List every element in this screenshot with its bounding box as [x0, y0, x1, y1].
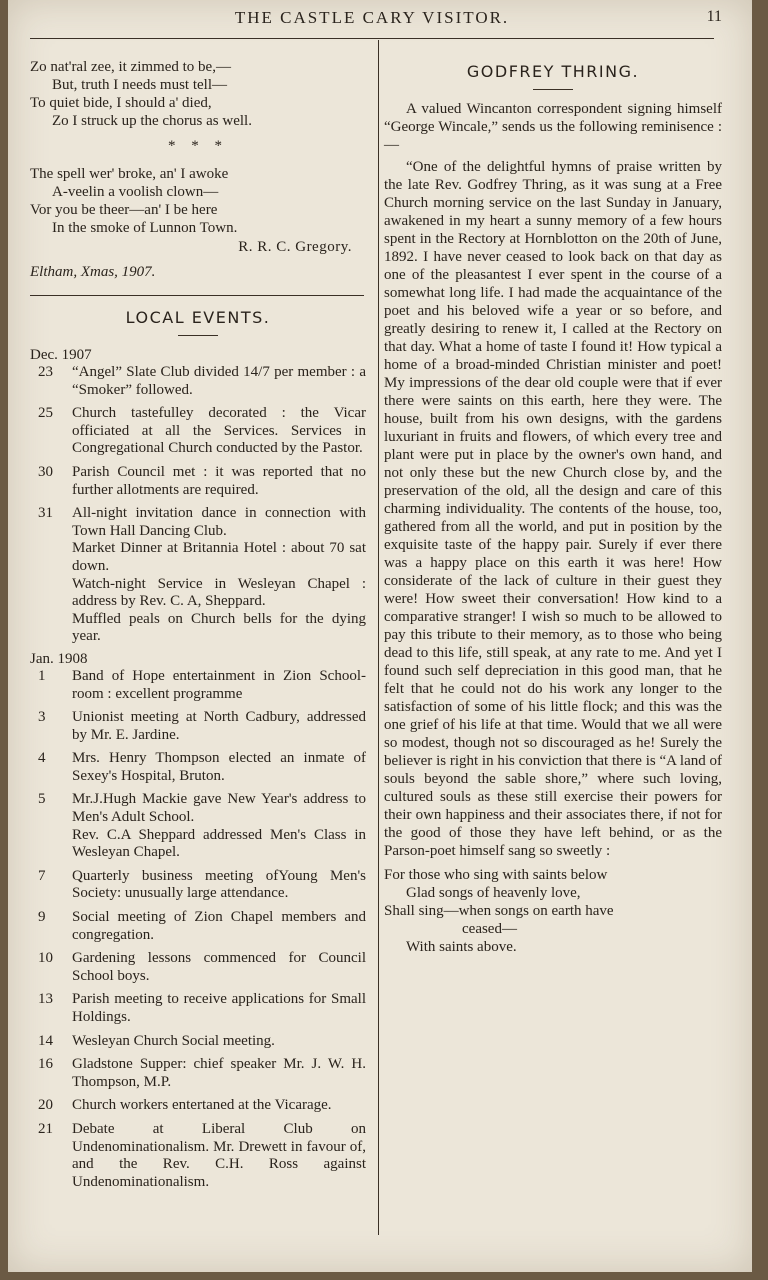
- poem-signature: R. R. C. Gregory.: [238, 239, 352, 255]
- event-day: 7: [38, 867, 46, 884]
- hymn-line: With saints above.: [406, 939, 517, 955]
- event-day: 9: [38, 909, 46, 926]
- event-day: [30, 576, 72, 611]
- month-label-dec: Dec. 1907: [30, 347, 92, 363]
- event-text: Parish meeting to receive applications for Small Holdings.: [72, 991, 366, 1025]
- event-item: [30, 791, 366, 826]
- poem-line: Zo nat'ral zee, it zimmed to be,—: [30, 59, 231, 75]
- event-item: [30, 1033, 366, 1051]
- local-events-title: LOCAL EVENTS.: [125, 308, 271, 327]
- header-rule: [30, 38, 714, 39]
- event-text: Gladstone Supper: chief speaker Mr. J. W. H. Thompson, M.P.: [72, 1056, 366, 1090]
- event-item: [30, 364, 366, 399]
- publication-title: THE CASTLE CARY VISITOR.: [234, 8, 510, 27]
- event-day: [30, 827, 72, 862]
- event-text: Quarterly business meeting ofYoung Men's Society: unusually large attendance.: [72, 867, 366, 902]
- section-stars: * * *: [168, 138, 228, 154]
- event-day: [30, 611, 72, 646]
- section-rule: [30, 295, 364, 296]
- event-day: 30: [38, 463, 53, 480]
- event-item: [30, 709, 366, 744]
- poem-stanza-1: [30, 58, 366, 130]
- title-underline: [178, 335, 218, 336]
- event-text: Muffled peals on Church bells for the dying year.: [72, 610, 366, 645]
- event-day: 4: [38, 750, 46, 767]
- event-item: [30, 464, 366, 499]
- event-day: 25: [38, 405, 53, 422]
- running-header: [22, 6, 722, 36]
- event-day: 16: [38, 1056, 53, 1073]
- event-text: Unionist meeting at North Cadbury, addressed by Mr. E. Jardine.: [72, 709, 366, 743]
- event-item: [30, 405, 366, 458]
- poem-line: Vor you be theer—an' I be here: [30, 202, 218, 218]
- event-item: [30, 611, 366, 646]
- event-text: Watch-night Service in Wesleyan Chapel : address by Rev. C. A, Sheppard.: [72, 575, 366, 610]
- poem-line: A-veelin a voolish clown—: [52, 184, 219, 200]
- right-column: [384, 50, 722, 956]
- event-item: [30, 991, 366, 1026]
- hymn-line: ceased—: [462, 921, 517, 937]
- event-text: All-night invitation dance in connection with Town Hall Dancing Club.: [72, 505, 366, 539]
- event-day: 10: [38, 950, 53, 967]
- article-body: “One of the delightful hymns of praise written by the late Rev. Godfrey Thring, as it was sung at a Free Church morning service on the last Sunday in January, awakened in my heart a sunny memory of a few hours spent in the Rectory at Hornblotton on the 20th of June, 1892. I have never ceased to look back on that day as one of the pleasantest I ever spent in the course of a somewhat long life. I had made the acquaintance of the poet and his beloved wife a year or so before, and greatly desiring to renew it, I called at the Rectory on that day. What a home of taste I found it! How typical a home of a broad-minded Christian minister and poet! My impressions of the dear old couple were that if ever there were saints on this earth, here they were. The house, built from his own designs, with the gardens luxuriant in fruits and flowers, of which every tree and plant were put in place by the owner's own hand, and not only these but the new Church close by, and the preservation of the old, all the design and care of this charming individuality. The contents of the house, too, gathered from all the world, and put in position by the exquisite taste of the happy pair. Surely if ever there was a happy place on this earth it was here! How considerate of the lack of culture in their guest they were! How sweet their conversation! How kind to a comparative stranger! I wish so much to be allowed to pay this tribute to their memory, as to those who being dead to this life, still speak, at any rate to me. And yet I found such self depreciation in this good man, that he felt that he could not do his work any longer to the satisfaction of some of his little flock; and this was the one grief of his life at that time. Would that we all were so modest, though not so discouraged as he! Surely the believer is right in his conviction that there is “A land of souls beyond the sable shore,” where such loving, cultured souls as these still exercise their powers for their own happiness and their associates there, if not for the good of those they have left behind, or as the Parson-poet himself sang so sweetly :: [384, 159, 722, 859]
- event-day: 21: [38, 1120, 53, 1137]
- event-text: Social meeting of Zion Chapel members and congregation.: [72, 909, 366, 943]
- poem-place-date: Eltham, Xmas, 1907.: [30, 264, 156, 280]
- event-text: Mrs. Henry Thompson elected an inmate of Sexey's Hospital, Bruton.: [72, 750, 366, 784]
- event-day: 1: [38, 667, 46, 684]
- column-divider: [378, 40, 379, 1235]
- event-item: [30, 868, 366, 903]
- event-item: [30, 909, 366, 944]
- page: [8, 0, 752, 1272]
- event-text: “Angel” Slate Club divided 14/7 per member : a “Smoker” followed.: [72, 364, 366, 398]
- hymn-line: For those who sing with saints below: [384, 867, 608, 883]
- hymn-line: Glad songs of heavenly love,: [406, 885, 581, 901]
- event-item: [30, 827, 366, 862]
- page-number: 11: [706, 8, 722, 25]
- event-day: 5: [38, 791, 46, 808]
- event-day: 3: [38, 709, 46, 726]
- event-text: Band of Hope entertainment in Zion School-room : excellent programme: [72, 667, 366, 702]
- month-label-jan: Jan. 1908: [30, 650, 88, 667]
- event-item: [30, 950, 366, 985]
- poem-line: In the smoke of Lunnon Town.: [52, 220, 238, 236]
- dec-events-list: [30, 364, 366, 646]
- event-text: Market Dinner at Britannia Hotel : about 70 sat down.: [72, 540, 366, 574]
- event-day: 31: [38, 505, 53, 522]
- event-text: Debate at Liberal Club on Undenominationalism. Mr. Drewett in favour of, and the Rev. C.H. Ross against Undenominationalism.: [72, 1120, 366, 1190]
- poem-stanza-2: [30, 165, 366, 237]
- godfrey-thring-title: GODFREY THRING.: [466, 62, 640, 81]
- hymn-line: Shall sing—when songs on earth have: [384, 903, 614, 919]
- poem-line: To quiet bide, I should a' died,: [30, 95, 212, 111]
- poem-line: The spell wer' broke, an' I awoke: [30, 166, 229, 182]
- event-day: 20: [38, 1097, 53, 1114]
- event-text: Church tastefulley decorated : the Vicar officiated at all the Services. Services in Congregational Church conducted by the Pastor.: [72, 405, 366, 457]
- event-text: Gardening lessons commenced for Council School boys.: [72, 950, 366, 984]
- event-text: Parish Council met : it was reported that no further allotments are required.: [72, 463, 366, 498]
- event-text: Mr.J.Hugh Mackie gave New Year's address to Men's Adult School.: [72, 791, 366, 826]
- event-item: [30, 668, 366, 703]
- event-item: [30, 750, 366, 785]
- event-item: [30, 576, 366, 611]
- poem-line: Zo I struck up the chorus as well.: [52, 113, 252, 129]
- event-item: [30, 505, 366, 540]
- jan-events-list: [30, 668, 366, 1191]
- event-day: [30, 540, 72, 575]
- event-text: Church workers entertaned at the Vicarage.: [72, 1097, 332, 1114]
- event-item: [30, 1121, 366, 1191]
- title-underline: [533, 89, 573, 90]
- event-item: [30, 1056, 366, 1091]
- event-item: [30, 540, 366, 575]
- event-text: Wesleyan Church Social meeting.: [72, 1032, 275, 1049]
- event-item: [30, 1097, 366, 1115]
- left-column: [30, 58, 366, 1191]
- poem-line: But, truth I needs must tell—: [52, 77, 227, 93]
- event-day: 13: [38, 991, 53, 1008]
- event-day: 23: [38, 364, 53, 380]
- event-text: Rev. C.A Sheppard addressed Men's Class in Wesleyan Chapel.: [72, 826, 366, 861]
- event-day: 14: [38, 1032, 53, 1049]
- article-intro: A valued Wincanton correspondent signing himself “George Wincale,” sends us the following reminisence :—: [384, 101, 722, 153]
- hymn-quote: [384, 866, 722, 956]
